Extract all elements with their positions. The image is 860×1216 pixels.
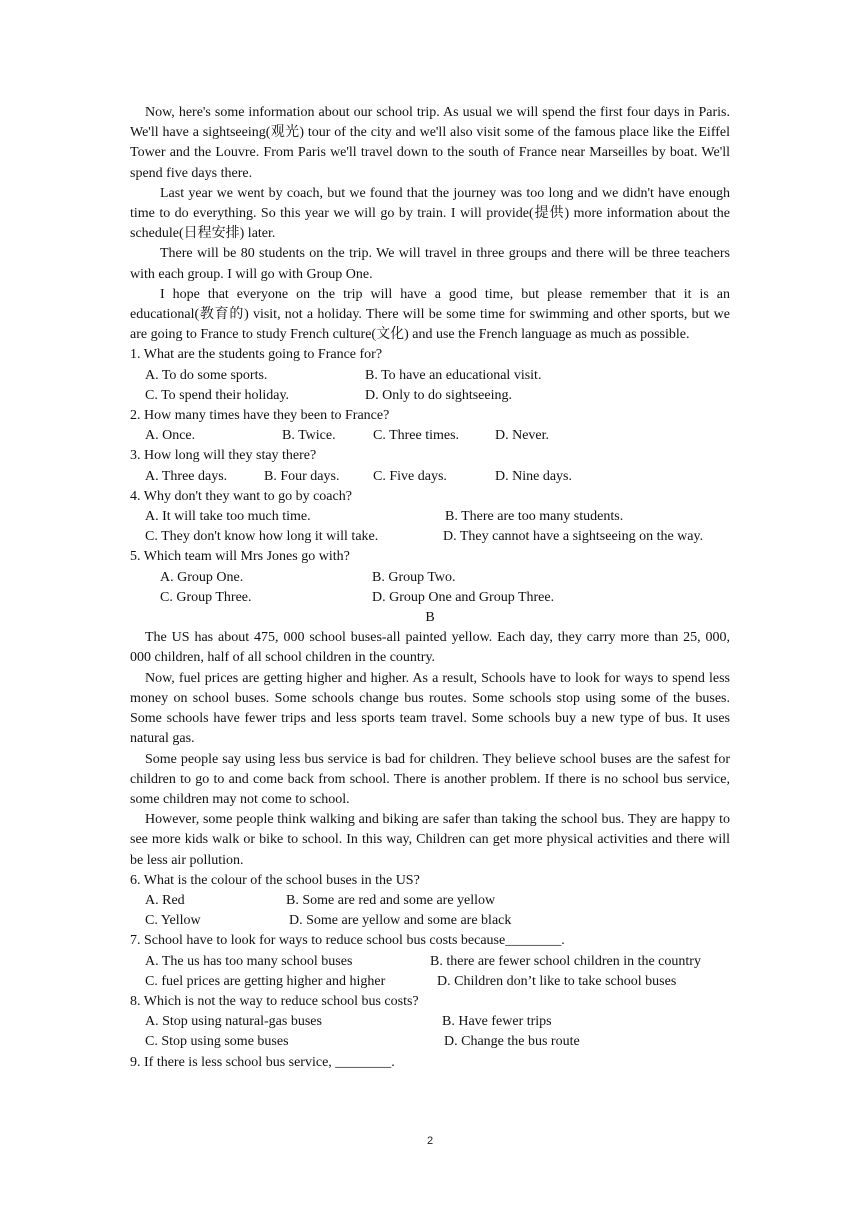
option: B. Four days. — [264, 468, 340, 484]
option: D. Only to do sightseeing. — [365, 387, 512, 403]
option: D. Some are yellow and some are black — [289, 913, 512, 929]
options-row — [130, 891, 730, 911]
options-row — [130, 1032, 730, 1052]
option: C. Stop using some buses — [145, 1034, 289, 1050]
options-row — [130, 952, 730, 972]
passage-a-paragraph: There will be 80 students on the trip. We will travel in three groups and there will be three teachers with each group. I will go with Group One. — [130, 246, 730, 282]
question: 9. If there is less school bus service, ________. — [130, 1054, 395, 1070]
options-row — [130, 568, 730, 588]
passage-b-paragraph: Some people say using less bus service is bad for children. They believe school buses are the safest for children to go to and come back from school. There is another problem. If there is no school bus service, some children may not come to school. — [130, 751, 730, 807]
option: D. Children don’t like to take school buses — [437, 973, 677, 989]
options-row — [130, 386, 730, 406]
question: 2. How many times have they been to France? — [130, 408, 390, 424]
option: D. Never. — [495, 428, 550, 444]
options-row — [130, 426, 730, 446]
option: B. Twice. — [282, 428, 336, 444]
options-row — [130, 911, 730, 931]
option: A. Red — [145, 892, 185, 908]
passage-b-paragraph: The US has about 475, 000 school buses-all painted yellow. Each day, they carry more than 25, 000, 000 children, half of all school children in the country. — [130, 630, 730, 666]
option: B. there are fewer school children in the country — [430, 953, 701, 969]
option: B. There are too many students. — [445, 509, 624, 525]
passage-a-paragraph: Now, here's some information about our school trip. As usual we will spend the first four days in Paris. We'll have a sightseeing(观光) tour of the city and we'll also visit some of the famous place like the Eiffel Tower and the Louvre. From Paris we'll travel down to the south of France near Marseilles by boat. We'll spend five days there. — [130, 105, 730, 181]
option: A. To do some sports. — [145, 367, 268, 383]
option: C. Group Three. — [160, 589, 252, 605]
option: C. They don't know how long it will take. — [145, 529, 379, 545]
option: D. They cannot have a sightseeing on the way. — [443, 529, 704, 545]
option: A. Stop using natural-gas buses — [145, 1014, 322, 1030]
option: D. Group One and Group Three. — [372, 589, 555, 605]
option: D. Nine days. — [495, 468, 572, 484]
options-row — [130, 467, 730, 487]
option: A. It will take too much time. — [145, 509, 311, 525]
option: B. Group Two. — [372, 569, 456, 585]
option: C. Five days. — [373, 468, 447, 484]
options-row — [130, 972, 730, 992]
option: A. Group One. — [160, 569, 244, 585]
document-page — [130, 103, 730, 1073]
options-row — [130, 527, 730, 547]
question: 3. How long will they stay there? — [130, 448, 317, 464]
option: C. fuel prices are getting higher and higher — [145, 973, 386, 989]
question: 6. What is the colour of the school buses in the US? — [130, 872, 420, 888]
section-heading: B — [425, 610, 435, 626]
passage-b-paragraph: Now, fuel prices are getting higher and higher. As a result, Schools have to look for ways to spend less money on school buses. Some schools change bus routes. Some schools stop using some of the buses. Some schools have fewer trips and less sports team travel. Some schools buy a new type of bus. It uses natural gas. — [130, 670, 730, 747]
option: A. Once. — [145, 428, 196, 444]
options-row — [130, 1012, 730, 1032]
option: B. To have an educational visit. — [365, 367, 542, 383]
option: C. Three times. — [373, 428, 460, 444]
option: A. Three days. — [145, 468, 228, 484]
option: C. Yellow — [145, 913, 201, 929]
options-row — [130, 366, 730, 386]
passage-b-paragraph: However, some people think walking and biking are safer than taking the school bus. They are happy to see more kids walk or bike to school. In this way, Children can get more physical activities and there will be less air pollution. — [130, 812, 730, 868]
options-row — [130, 588, 730, 608]
question: 1. What are the students going to France for? — [130, 347, 383, 363]
option: C. To spend their holiday. — [145, 387, 290, 403]
option: D. Change the bus route — [444, 1034, 580, 1050]
option: A. The us has too many school buses — [145, 953, 353, 969]
options-row — [130, 507, 730, 527]
page-number: 2 — [426, 1135, 434, 1147]
option: B. Have fewer trips — [442, 1014, 552, 1030]
question: 7. School have to look for ways to reduce school bus costs because________. — [130, 933, 565, 949]
question: 5. Which team will Mrs Jones go with? — [130, 549, 350, 565]
question: 8. Which is not the way to reduce school bus costs? — [130, 993, 419, 1009]
option: B. Some are red and some are yellow — [286, 892, 496, 908]
question: 4. Why don't they want to go by coach? — [130, 488, 352, 504]
passage-a-paragraph: Last year we went by coach, but we found that the journey was too long and we didn't have enough time to do everything. So this year we will go by train. I will provide(提供) more information about the schedule(日程安排) later. — [130, 185, 730, 242]
passage-a-paragraph: I hope that everyone on the trip will have a good time, but please remember that it is an educational(教育的) visit, not a holiday. There will be some time for swimming and other sports, but we are going to France to study French culture(文化) and use the French language as much as possible. — [130, 286, 730, 343]
